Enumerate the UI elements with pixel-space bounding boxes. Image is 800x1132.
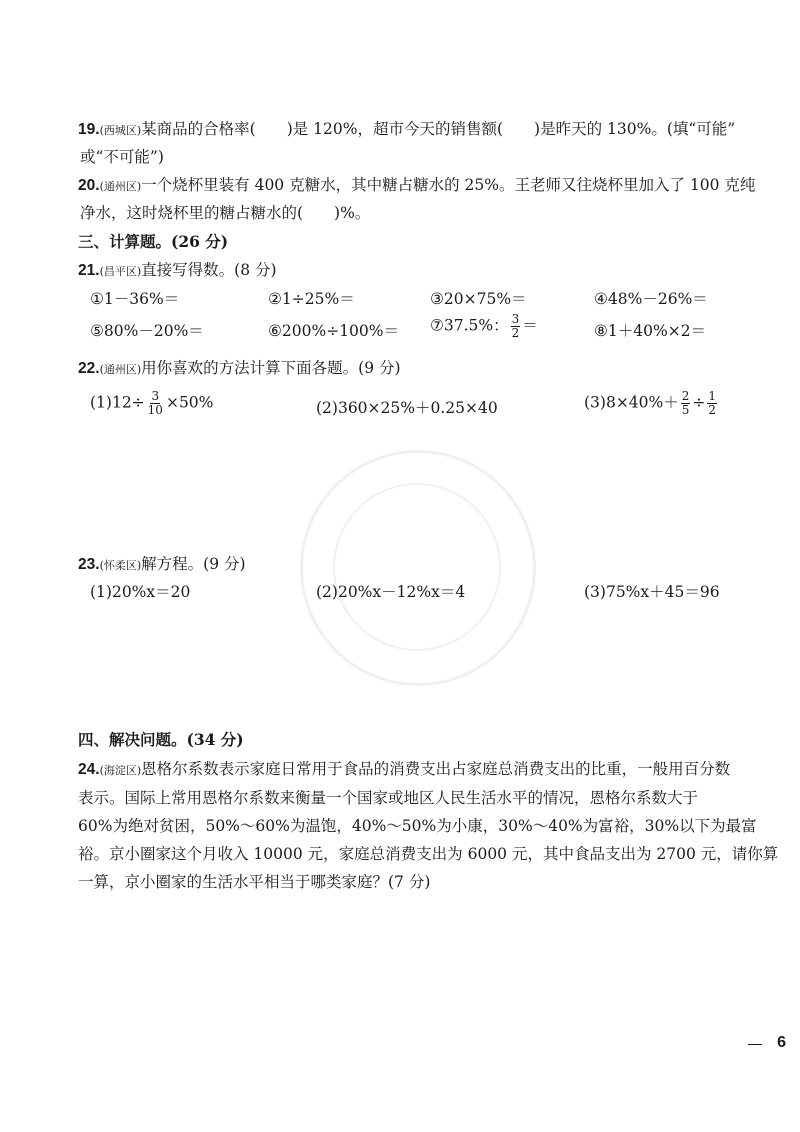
q21-item-6: ⑥200%÷100%＝ xyxy=(268,322,400,340)
q24-line2: 表示。国际上常用恩格尔系数来衡量一个国家或地区人民生活水平的情况，恩格尔系数大于 xyxy=(78,789,699,807)
q22-part-2: (2)360×25%＋0.25×40 xyxy=(316,399,498,417)
q19-line2: 或“不可能”) xyxy=(80,148,164,166)
q23-part-3: (3)75%x＋45＝96 xyxy=(584,583,720,601)
q20-line1: 20.(通州区)一个烧杯里装有 400 克糖水，其中糖占糖水的 25%。王老师又往烧杯里加入了 100 克纯 xyxy=(78,176,756,194)
q21-item-8: ⑧1＋40%×2＝ xyxy=(594,322,707,340)
section-4-title: 四、解决问题。(34 分) xyxy=(78,730,244,749)
fraction: $\frac{2}{5}$ xyxy=(681,389,690,417)
section-3-title: 三、计算题。(26 分) xyxy=(78,232,229,251)
page-number: 6 xyxy=(777,1034,786,1051)
q24-line4: 裕。京小圈家这个月收入 10000 元，家庭总消费支出为 6000 元，其中食品支出为 2700 元，请你算 xyxy=(78,845,779,863)
q20-line2: 净水，这时烧杯里的糖占糖水的( )%。 xyxy=(80,204,371,222)
q21-item-1: ①1－36%＝ xyxy=(90,290,180,308)
q22-part-1: (1)12÷ $\frac{3}{10}$ ×50% xyxy=(90,389,214,417)
q24-line5: 一算，京小圈家的生活水平相当于哪类家庭？(7 分) xyxy=(78,873,431,891)
fraction: $\frac{3}{2}$ xyxy=(511,312,520,340)
q21-item-4: ④48%－26%＝ xyxy=(594,290,708,308)
q23-title: 23.(怀柔区)解方程。(9 分) xyxy=(78,555,246,573)
q23-part-2: (2)20%x－12%x＝4 xyxy=(316,583,466,601)
q21-item-2: ②1÷25%＝ xyxy=(268,290,355,308)
q19-line1: 19.(西城区)某商品的合格率( )是 120%，超市今天的销售额( )是昨天的 130%。(填“可能” xyxy=(78,120,736,138)
q23-part-1: (1)20%x＝20 xyxy=(90,583,191,601)
q24-line3: 60%为绝对贫困，50%～60%为温饱，40%～50%为小康，30%～40%为富裕，30%以下为最富 xyxy=(78,817,757,835)
fraction: $\frac{1}{2}$ xyxy=(708,389,717,417)
fraction: $\frac{3}{10}$ xyxy=(147,389,163,417)
q21-title: 21.(昌平区)直接写得数。(8 分) xyxy=(78,261,277,279)
q22-title: 22.(通州区)用你喜欢的方法计算下面各题。(9 分) xyxy=(78,359,401,377)
q21-item-3: ③20×75%＝ xyxy=(430,290,527,308)
q21-item-5: ⑤80%－20%＝ xyxy=(90,322,204,340)
q22-part-3: (3)8×40%＋ $\frac{2}{5}$ ÷ $\frac{1}{2}$ xyxy=(584,389,717,417)
q24-line1: 24.(海淀区)恩格尔系数表示家庭日常用于食品的消费支出占家庭总消费支出的比重，一般用百分数 xyxy=(78,760,731,778)
q21-item-7: ⑦37.5%： $\frac{3}{2}$ ＝ xyxy=(430,312,538,340)
page-number-dash xyxy=(748,1044,762,1045)
